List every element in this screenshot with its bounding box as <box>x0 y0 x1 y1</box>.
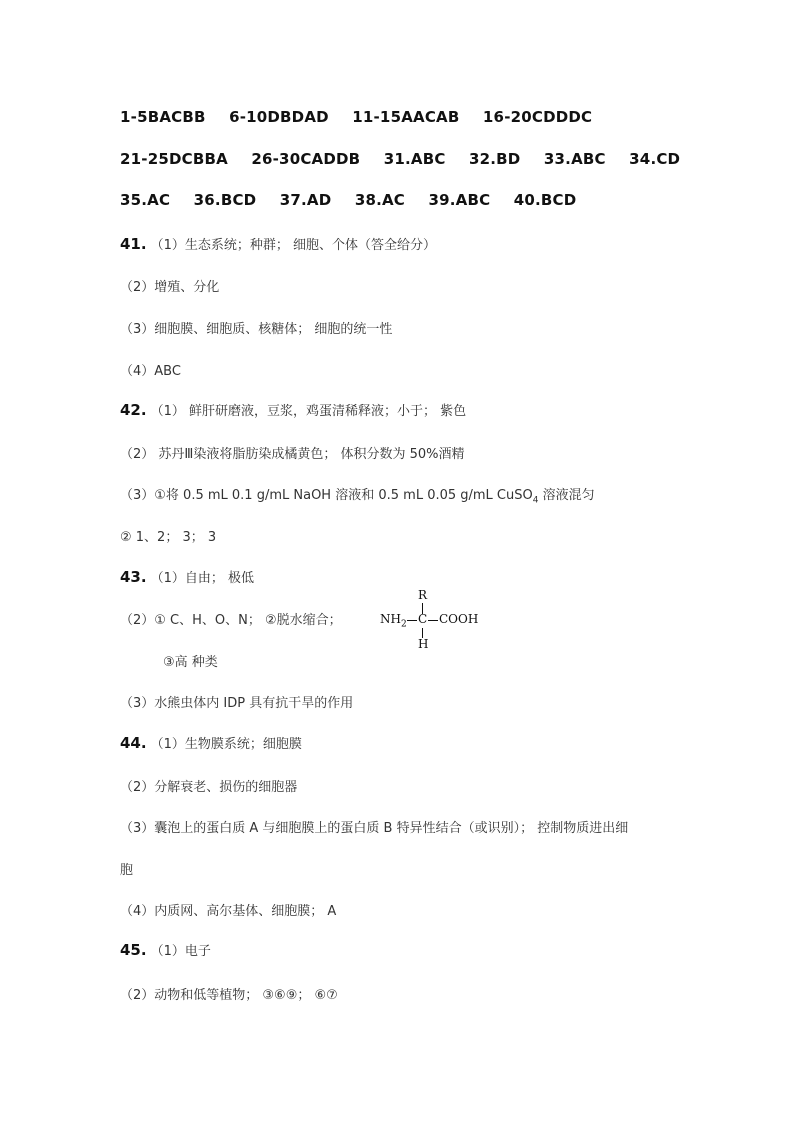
question-number: 43. <box>120 568 147 586</box>
formula-nh2 <box>380 612 407 629</box>
mc-answers-row-1 <box>120 108 610 126</box>
subscript: 2 <box>400 619 407 630</box>
mc-answer: 21-25DCBBA <box>120 150 228 168</box>
mc-answer: 35.AC <box>120 191 171 209</box>
mc-answer: 39.ABC <box>428 191 491 209</box>
answer-text: 溶液混匀 <box>538 488 595 503</box>
q45-part-2: （2）动物和低等植物； ③⑥⑨； ⑥⑦ <box>120 988 338 1003</box>
q42-part-2: （2） 苏丹Ⅲ染液将脂肪染成橘黄色； 体积分数为 50%酒精 <box>120 447 465 462</box>
mc-answer: 40.BCD <box>513 191 577 209</box>
q41-part-4: （4）ABC <box>120 364 181 379</box>
q42-part-1 <box>120 400 466 419</box>
mc-answer: 31.ABC <box>383 150 446 168</box>
question-number: 42. <box>120 401 147 419</box>
formula-bond-right <box>428 620 438 621</box>
q43-part-1 <box>120 567 254 586</box>
mc-answer: 33.ABC <box>543 150 606 168</box>
formula-h: H <box>418 637 429 651</box>
mc-answer: 34.CD <box>629 150 681 168</box>
mc-answers-row-2 <box>120 150 698 168</box>
q44-part-1 <box>120 733 302 752</box>
q45-part-1 <box>120 940 211 959</box>
mc-answer: 11-15AACAB <box>352 108 460 126</box>
q44-part-4: （4）内质网、高尔基体、细胞膜； A <box>120 904 337 919</box>
q44-part-2: （2）分解衰老、损伤的细胞器 <box>120 780 298 795</box>
answer-text: （1）生态系统；种群； 细胞、个体（答全给分） <box>150 238 436 253</box>
answer-text: （1）自由； 极低 <box>150 571 254 586</box>
mc-answer: 38.AC <box>354 191 406 209</box>
answer-text: （1） 鲜肝研磨液，豆浆，鸡蛋清稀释液；小于； 紫色 <box>150 404 467 419</box>
mc-answer: 6-10DBDAD <box>229 108 329 126</box>
formula-r: R <box>418 588 428 602</box>
q42-part-3b: ② 1、2； 3； 3 <box>120 530 217 545</box>
mc-answer: 16-20CDDDC <box>482 108 593 126</box>
mc-answer: 37.AD <box>279 191 332 209</box>
q41-part-2: （2）增殖、分化 <box>120 280 220 295</box>
question-number: 44. <box>120 734 147 752</box>
q41-part-3: （3）细胞膜、细胞质、核糖体； 细胞的统一性 <box>120 322 393 337</box>
question-number: 45. <box>120 941 147 959</box>
answer-text: （3）①将 0.5 mL 0.1 g/mL NaOH 溶液和 0.5 mL 0.05 g/mL CuSO <box>120 488 533 503</box>
mc-answer: 26-30CADDB <box>251 150 361 168</box>
q43-part-2: （2）① C、H、O、N； ②脱水缩合； <box>120 613 342 628</box>
q43-part-2b: ③高 种类 <box>163 655 218 670</box>
mc-answer: 1-5BACBB <box>120 108 206 126</box>
question-number: 41. <box>120 235 147 253</box>
formula-cooh: COOH <box>439 612 479 626</box>
answer-text: （1）生物膜系统；细胞膜 <box>150 737 302 752</box>
mc-answers-row-3 <box>120 191 594 209</box>
mc-answer: 32.BD <box>469 150 521 168</box>
q41-part-1 <box>120 234 436 253</box>
answer-text: （1）电子 <box>150 944 211 959</box>
formula-bond-left <box>407 620 417 621</box>
subscript: 4 <box>532 495 539 506</box>
formula-c: C <box>418 612 428 626</box>
q42-part-3 <box>120 484 595 506</box>
mc-answer: 36.BCD <box>193 191 257 209</box>
formula-nh: NH <box>380 612 401 626</box>
amino-acid-structure-formula <box>380 588 490 650</box>
q44-part-3: （3）囊泡上的蛋白质 A 与细胞膜上的蛋白质 B 特异性结合（或识别）； 控制物质进出细 <box>120 821 629 836</box>
q44-part-3b: 胞 <box>120 863 134 878</box>
q43-part-3: （3）水熊虫体内 IDP 具有抗干旱的作用 <box>120 696 354 711</box>
